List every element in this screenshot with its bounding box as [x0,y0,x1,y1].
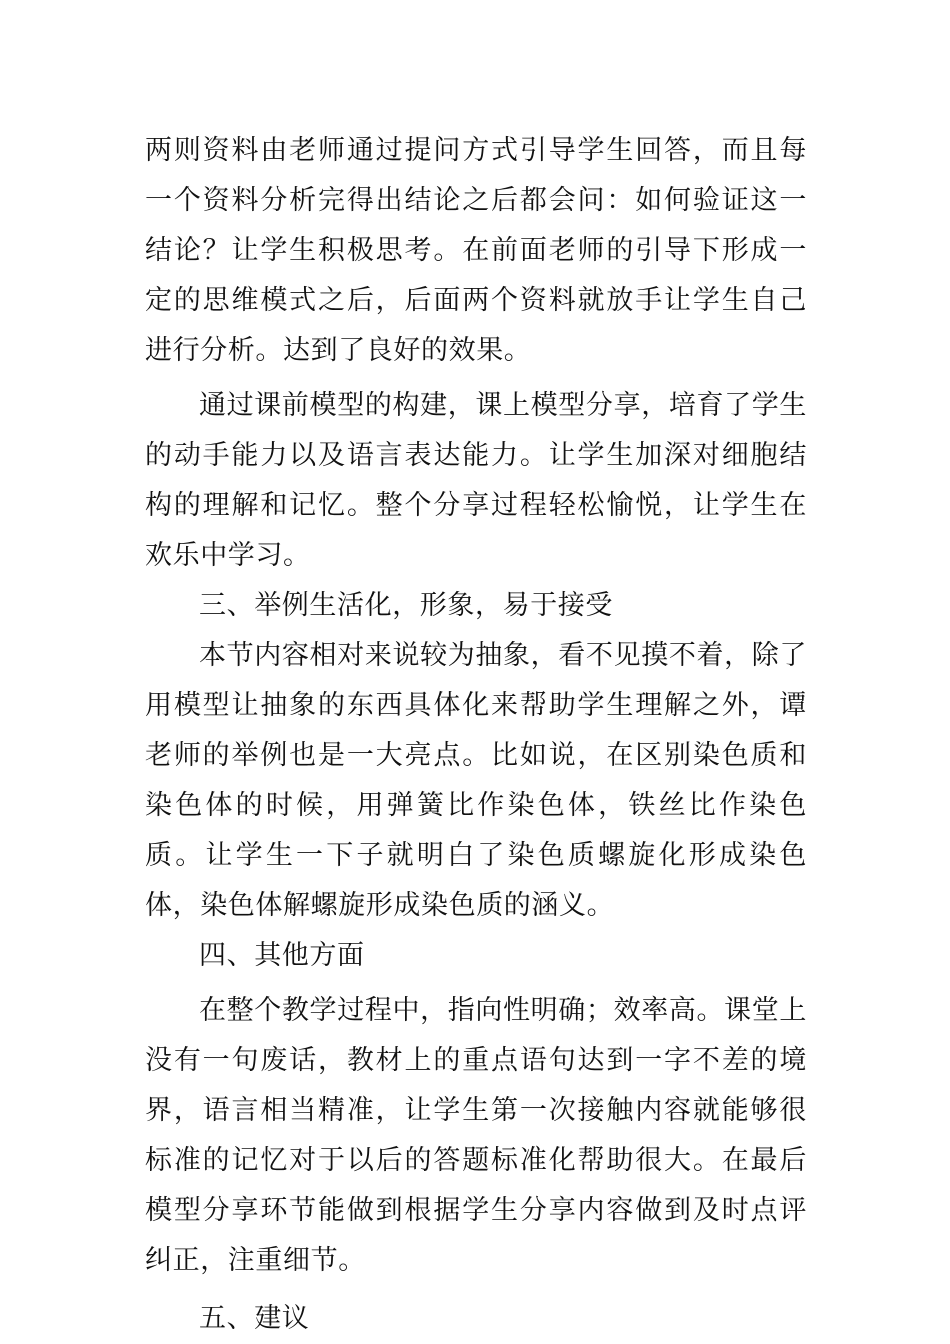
document-body [145,126,807,1344]
paragraph-other: 在整个教学过程中，指向性明确；效率高。课堂上没有一句废话，教材上的重点语句达到一字不差的境界，语言相当精准，让学生第一次接触内容就能够很标准的记忆对于以后的答题标准化帮助很大。在最后模型分享环节能做到根据学生分享内容做到及时点评纠正，注重细节。 [145,995,807,1276]
section-heading-suggestions: 五、建议 [199,1303,310,1334]
section-heading-other: 四、其他方面 [199,940,365,971]
paragraph-model-building: 通过课前模型的构建，课上模型分享，培育了学生的动手能力以及语言表达能力。让学生加深对细胞结构的理解和记忆。整个分享过程轻松愉悦，让学生在欢乐中学习。 [145,390,807,571]
section-heading-examples: 三、举例生活化，形象，易于接受 [199,590,613,621]
paragraph-examples: 本节内容相对来说较为抽象，看不见摸不着，除了用模型让抽象的东西具体化来帮助学生理解之外，谭老师的举例也是一大亮点。比如说，在区别染色质和染色体的时候，用弹簧比作染色体，铁丝比作染色质。让学生一下子就明白了染色质螺旋化形成染色体，染色体解螺旋形成染色质的涵义。 [145,640,807,921]
paragraph-data-analysis: 两则资料由老师通过提问方式引导学生回答，而且每一个资料分析完得出结论之后都会问：如何验证这一结论？让学生积极思考。在前面老师的引导下形成一定的思维模式之后，后面两个资料就放手让学生自己进行分析。达到了良好的效果。 [145,135,807,366]
